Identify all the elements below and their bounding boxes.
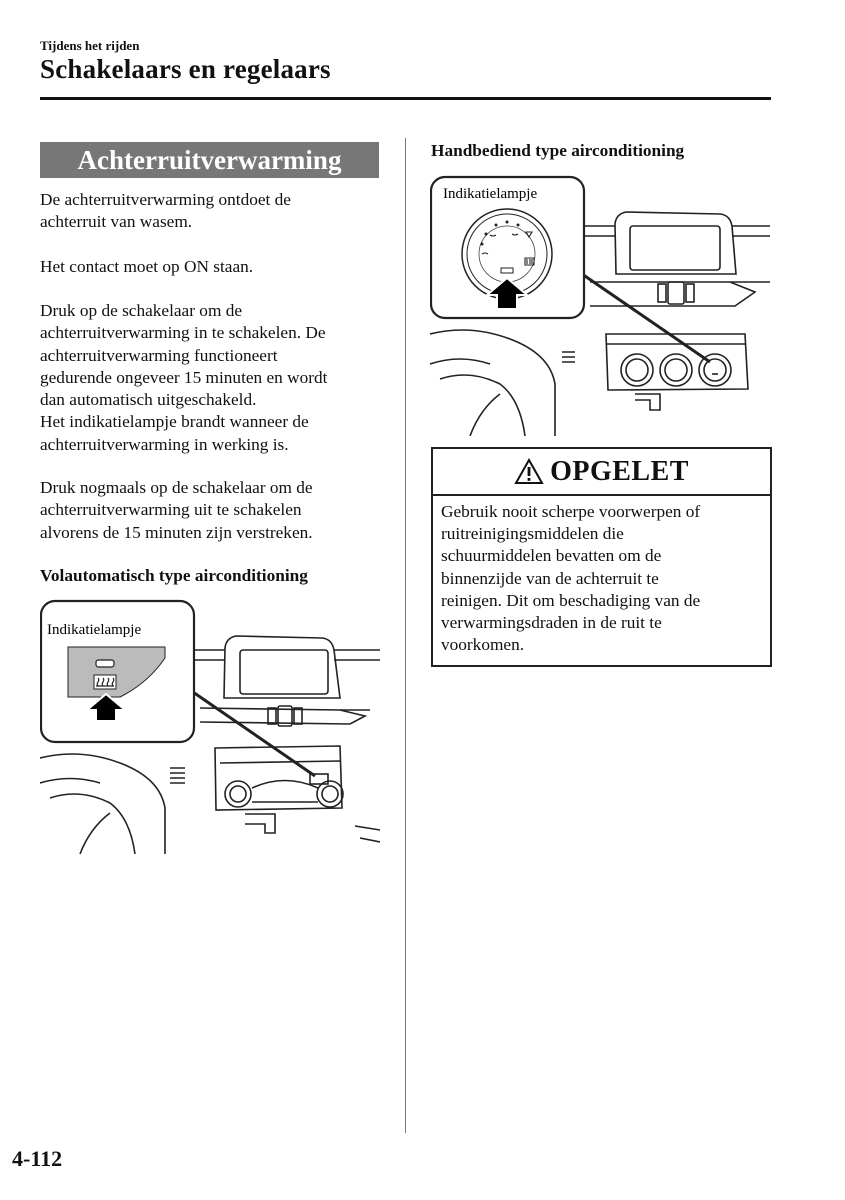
text-line: Het indikatielampje brandt wanneer de (40, 412, 309, 432)
text-line: gedurende ongeveer 15 minuten en wordt (40, 367, 328, 387)
warning-triangle-icon (514, 458, 544, 485)
text-line: Druk nogmaals op de schakelaar om de (40, 478, 313, 497)
caution-box (431, 447, 772, 667)
column-divider (405, 138, 406, 1133)
text-line: reinigen. Dit om beschadiging van de (441, 590, 701, 610)
caution-header (433, 449, 770, 496)
text-line: dan automatisch uitgeschakeld. (40, 390, 257, 410)
text-line: achterruitverwarming in werking is. (40, 434, 289, 454)
text-line: Gebruik nooit scherpe voorwerpen of (441, 502, 701, 521)
page-number: 4-112 (12, 1146, 63, 1171)
paragraph-switch-off (40, 477, 380, 544)
text-line: schuurmiddelen bevatten om de (441, 546, 662, 566)
subheading-auto-ac: Volautomatisch type airconditioning (40, 566, 308, 585)
text-line: achterruitverwarming functioneert (40, 345, 278, 365)
header-rule (40, 97, 771, 100)
figure-label-indicator: Indikatielampje (47, 622, 142, 638)
topic-banner: Achterruitverwarming (40, 142, 379, 178)
section-name: Tijdens het rijden (40, 38, 140, 53)
text-line: Het contact moet op ON staan. (40, 257, 254, 276)
text-line: verwarmingsdraden in de ruit te (441, 613, 662, 633)
text-line: achterruitverwarming in te schakelen. De (40, 323, 326, 343)
text-line: ruitreinigingsmiddelen die (441, 524, 624, 544)
figure-auto-ac-dashboard (40, 598, 380, 854)
caution-text (433, 496, 770, 656)
text-line: voorkomen. (441, 635, 525, 655)
figure-manual-ac-dashboard (430, 174, 770, 436)
caution-title: OPGELET (550, 455, 689, 487)
page-title: Schakelaars en regelaars (40, 54, 331, 84)
paragraph-intro (40, 189, 380, 234)
text-line: binnenzijde van de achterruit te (441, 568, 659, 588)
text-line: achterruitverwarming uit te schakelen (40, 500, 302, 520)
text-line: alvorens de 15 minuten zijn verstreken. (40, 522, 313, 542)
text-line: Druk op de schakelaar om de (40, 301, 243, 320)
subheading-manual-ac: Handbediend type airconditioning (431, 141, 685, 160)
text-line: achterruit van wasem. (40, 212, 193, 232)
figure-label-indicator: Indikatielampje (443, 186, 538, 202)
text-line: De achterruitverwarming ontdoet de (40, 190, 291, 209)
paragraph-switch-on (40, 300, 380, 456)
paragraph-contact (40, 256, 380, 278)
